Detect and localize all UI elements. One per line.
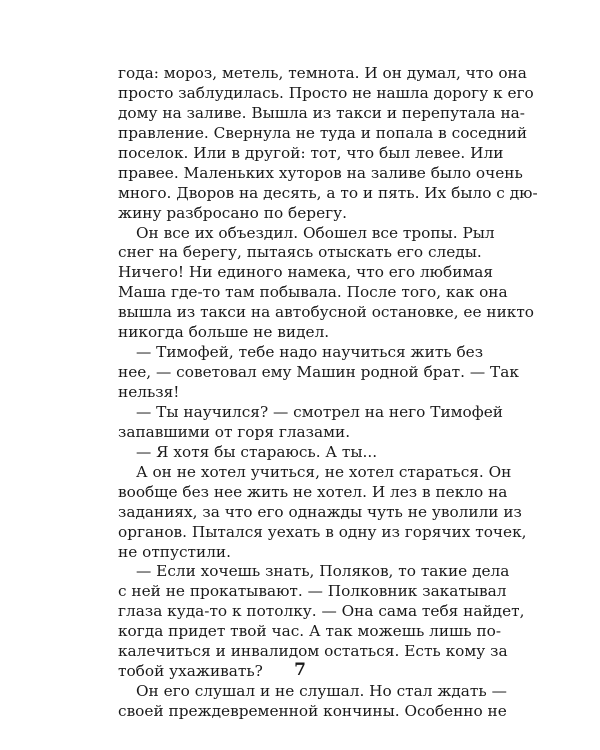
text-line: нее, — советовал ему Машин родной брат. — Так — [118, 363, 519, 382]
text-line: много. Дворов на десять, а то и пять. Их было с дю- — [118, 183, 538, 202]
text-line: Он все их объездил. Обошел все тропы. Рыл — [136, 223, 495, 242]
text-line: правее. Маленьких хуторов на заливе было очень — [118, 163, 523, 182]
text-line: органов. Пытался уехать в одну из горячих точек, — [118, 522, 527, 541]
text-line: когда придет твой час. А так можешь лишь по- — [118, 622, 502, 641]
text-line: правление. Свернула не туда и попала в соседний — [118, 123, 528, 142]
text-line: — Если хочешь знать, Поляков, то такие дела — [136, 562, 510, 581]
text-line: запавшими от горя глазами. — [118, 422, 351, 441]
text-line: вообще без нее жить не хотел. И лез в пекло на — [118, 482, 508, 501]
text-line: снег на берегу, пытаясь отыскать его следы. — [118, 243, 482, 262]
text-line: вышла из такси на автобусной остановке, ее никто — [118, 303, 535, 322]
text-line: дому на заливе. Вышла из такси и перепутала на- — [118, 103, 525, 122]
text-line: не отпустили. — [118, 542, 231, 561]
text-line: поселок. Или в другой: тот, что был левее. Или — [118, 143, 504, 162]
page-number: 7 — [294, 660, 306, 680]
text-line: — Ты научился? — смотрел на него Тимофей — [136, 402, 503, 421]
text-line: А он не хотел учиться, не хотел стараться. Он — [136, 462, 512, 481]
body-text — [118, 64, 538, 722]
text-line: Он его слушал и не слушал. Но стал ждать — — [136, 682, 507, 701]
text-line: заданиях, за что его однажды чуть не уволили из — [118, 502, 522, 521]
text-line: своей преждевременной кончины. Особенно не — [118, 702, 507, 720]
text-line: — Я хотя бы стараюсь. А ты... — [136, 442, 378, 461]
text-line: никогда больше не видел. — [118, 323, 330, 342]
text-line: года: мороз, метель, темнота. И он думал, что она — [118, 64, 527, 82]
text-line: с ней не прокатывают. — Полковник закатывал — [118, 582, 507, 601]
text-line: — Тимофей, тебе надо научиться жить без — [136, 343, 484, 362]
text-line: Ничего! Ни единого намека, что его любимая — [118, 263, 494, 282]
text-line: жину разбросано по берегу. — [118, 203, 347, 222]
text-line: калечиться и инвалидом остаться. Есть кому за — [118, 642, 508, 661]
text-line: Маша где-то там побывала. После того, как она — [118, 283, 508, 302]
text-line: просто заблудилась. Просто не нашла дорогу к его — [118, 83, 534, 102]
text-line: глаза куда-то к потолку. — Она сама тебя найдет, — [118, 602, 525, 621]
text-line: нельзя! — [118, 383, 180, 401]
text-line: тобой ухаживать? — [118, 662, 263, 681]
